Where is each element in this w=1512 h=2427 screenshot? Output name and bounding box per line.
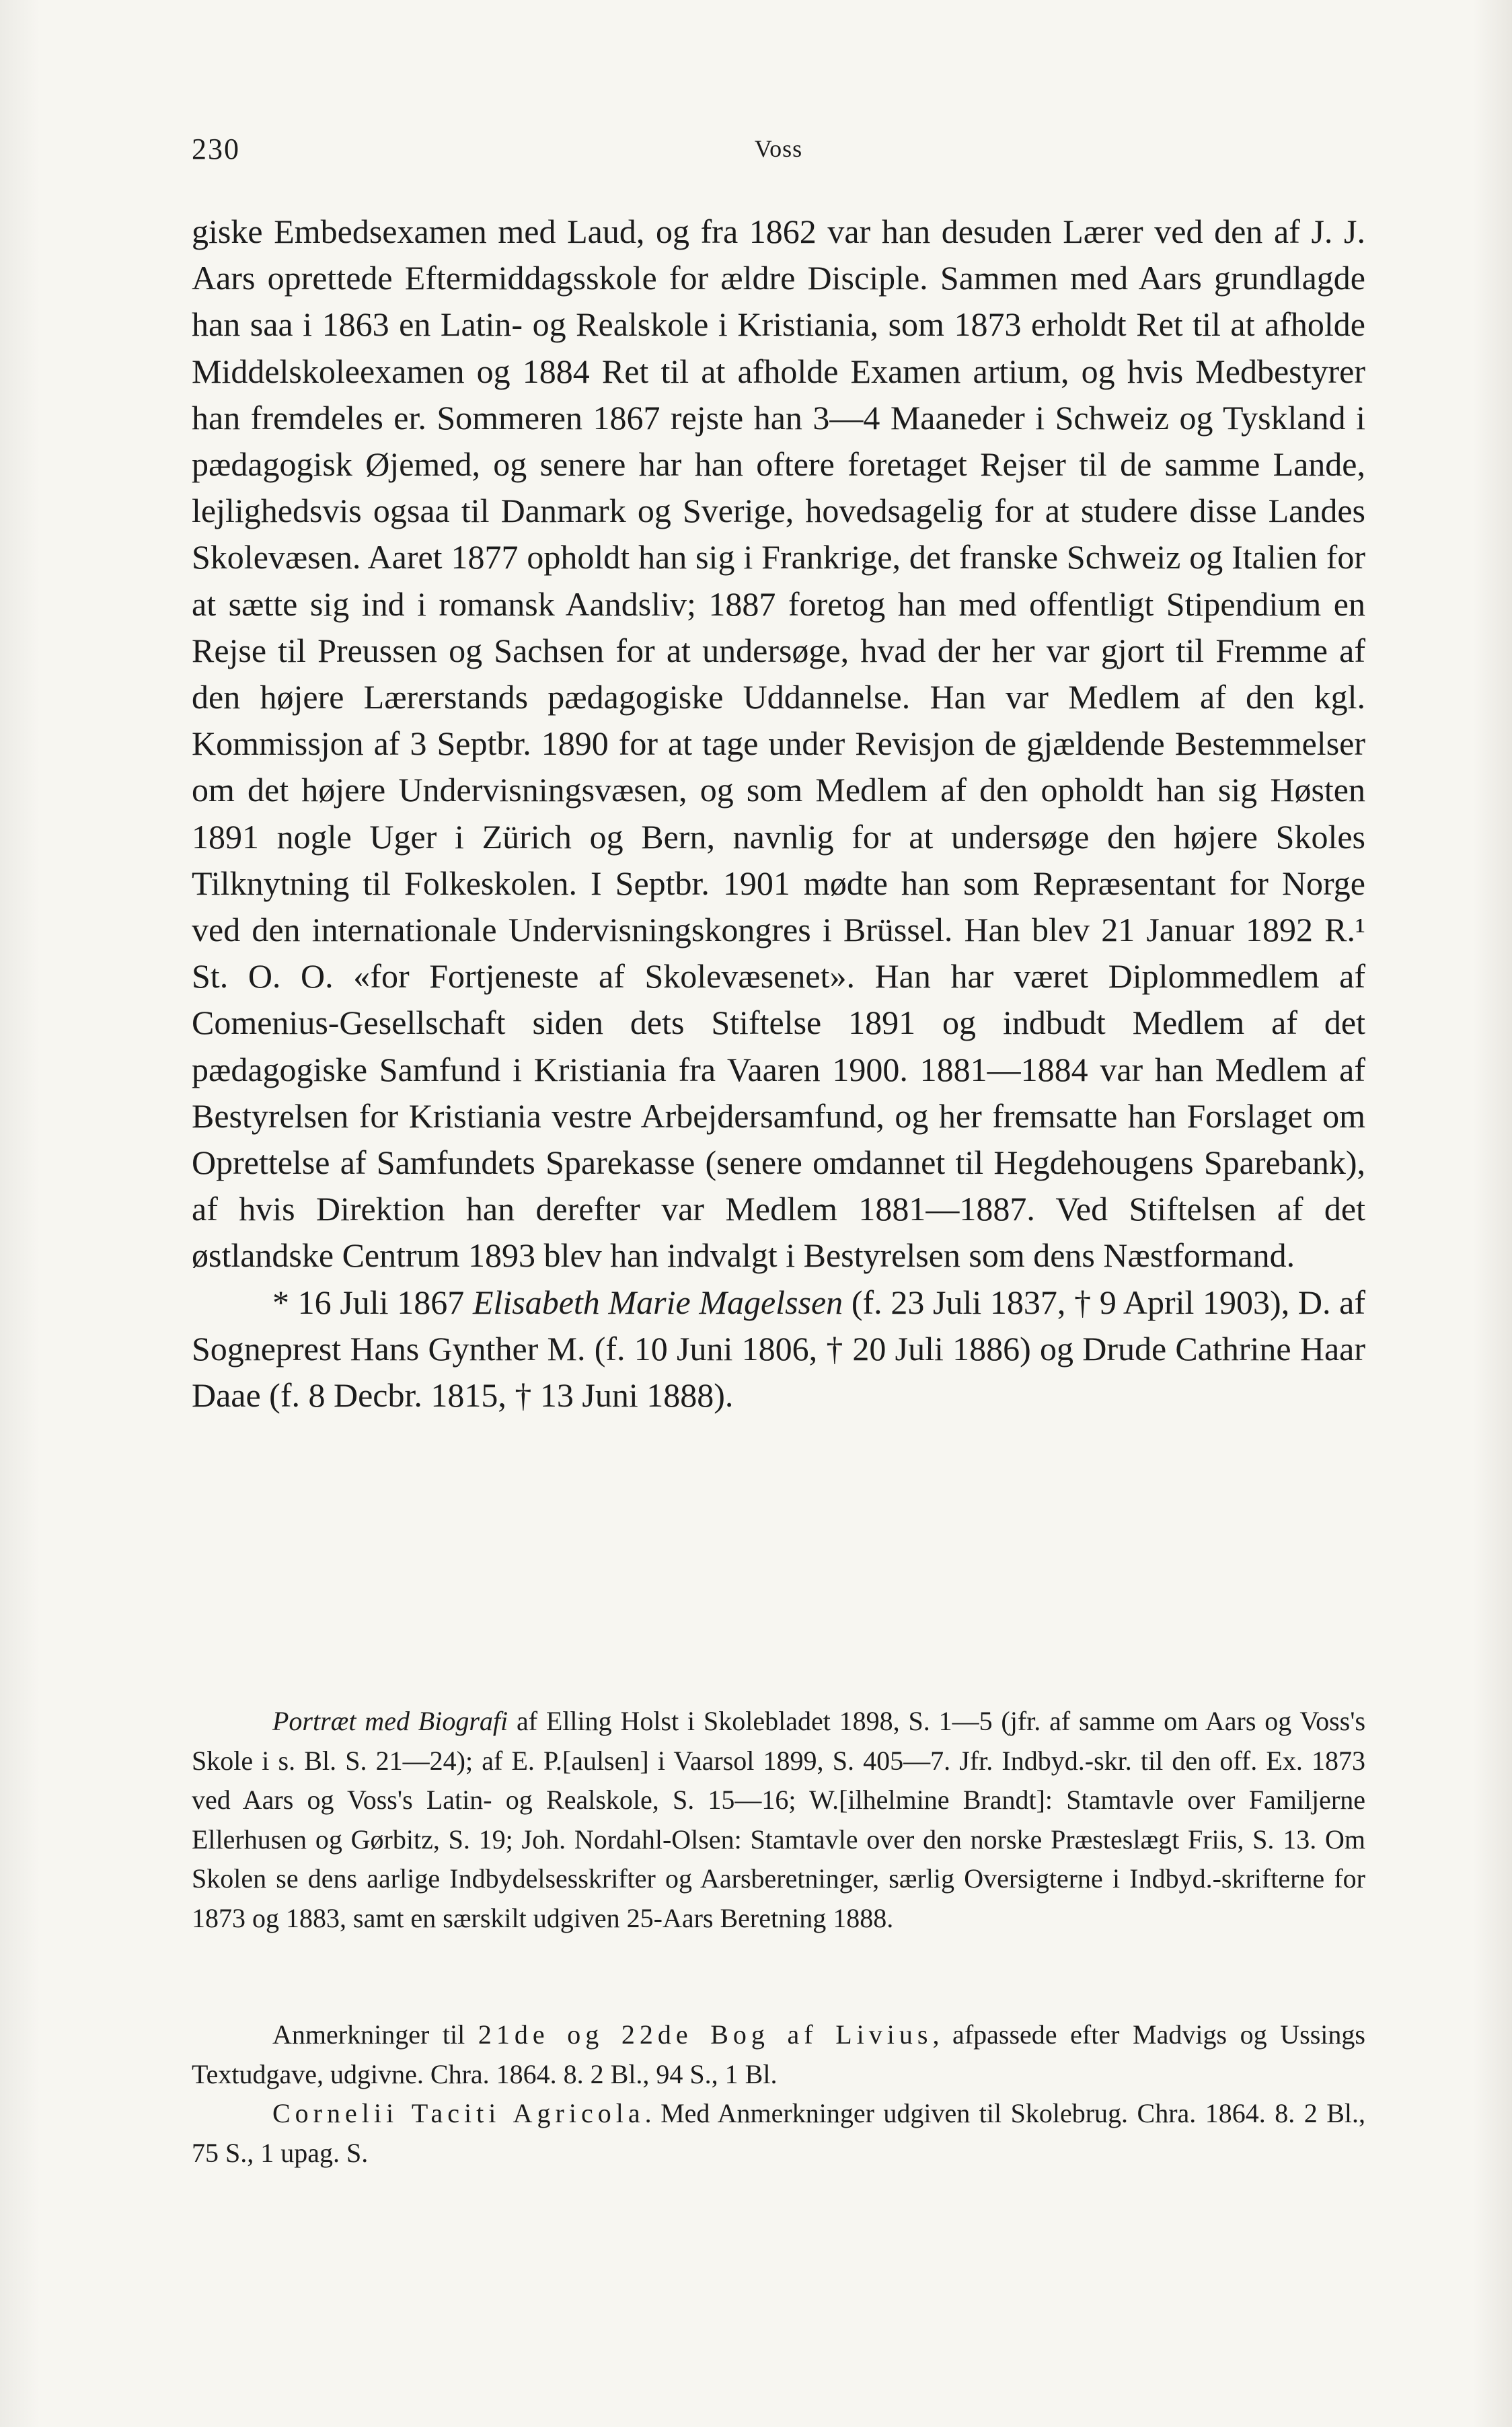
work-details: . Med Anmerkninger udgiven til Skolebrug. Chra. 1864. 8. 2 Bl., 75 S., 1 upag. S. bbox=[192, 2098, 1366, 2168]
work-title: 21de og 22de Bog af Livius bbox=[478, 2019, 933, 2050]
work-entry bbox=[192, 2094, 1365, 2173]
work-entry bbox=[192, 2015, 1365, 2094]
biography-text bbox=[192, 209, 1365, 1419]
running-title: Voss bbox=[754, 135, 803, 162]
references-label: Portræt med Biografi bbox=[272, 1706, 508, 1736]
spouse-name: Elisabeth Marie Magelssen bbox=[472, 1283, 843, 1321]
page-number: 230 bbox=[192, 133, 240, 165]
page-header bbox=[192, 132, 1365, 172]
references-text: af Elling Holst i Skolebladet 1898, S. 1—5 (jfr. af samme om Aars og Voss's Skole i s. Bl. S. 21—24); af E. P.[aulsen] i Vaarsol 1899, S. 405—7. Jfr. Indbyd.-skr. til den off. Ex. 1873 ved Aars og Voss's Latin- og Realskole, S. 15—16; W.[ilhelmine Brandt]: Stamtavle over Familjerne Ellerhusen og Gørbitz, S. 19; Joh. Nordahl-Olsen: Stamtavle over den norske Præsteslægt Friis, S. 13. Om Skolen se dens aarlige Indbydelsesskrifter og Aarsberetninger, særlig Oversigterne i Indbyd.-skrifterne for 1873 og 1883, samt en særskilt udgiven 25-Aars Beretning 1888. bbox=[192, 1706, 1366, 1933]
references-note bbox=[192, 1702, 1365, 1938]
work-prefix: Anmerkninger til bbox=[272, 2019, 478, 2050]
work-title: Cornelii Taciti Agricola bbox=[272, 2098, 645, 2128]
works-list bbox=[192, 2015, 1365, 2173]
marriage-paragraph bbox=[192, 1279, 1365, 1419]
marriage-details: (f. 23 Juli 1837, † 9 April 1903), D. af Sogneprest Hans Gynther M. (f. 10 Juni 1806, † 20 Juli 1886) og Drude Cathrine Haar Daae (f. 8 Decbr. 1815, † 13 Juni 1888). bbox=[192, 1283, 1365, 1415]
biography-paragraph: giske Embedsexamen med Laud, og fra 1862 var han desuden Lærer ved den af J. J. Aars oprettede Eftermiddagsskole for ældre Disciple. Sammen med Aars grundlagde han saa i 1863 en Latin- og Realskole i Kristiania, som 1873 erholdt Ret til at afholde Middelskoleexamen og 1884 Ret til at afholde Examen artium, og hvis Medbestyrer han fremdeles er. Sommeren 1867 rejste han 3—4 Maaneder i Schweiz og Tyskland i pædagogisk Øjemed, og senere har han oftere foretaget Rejser til de samme Lande, lejlighedsvis ogsaa til Danmark og Sverige, hovedsagelig for at studere disse Landes Skolevæsen. Aaret 1877 opholdt han sig i Frankrige, det franske Schweiz og Italien for at sætte sig ind i romansk Aandsliv; 1887 foretog han med offentligt Stipendium en Rejse til Preussen og Sachsen for at undersøge, hvad der her var gjort til Fremme af den højere Lærerstands pædagogiske Uddannelse. Han var Medlem af den kgl. Kommissjon af 3 Septbr. 1890 for at tage under Revisjon de gjældende Bestemmelser om det højere Undervisningsvæsen, og som Medlem af den opholdt han sig Høsten 1891 nogle Uger i Zürich og Bern, navnlig for at undersøge den højere Skoles Tilknytning til Folkeskolen. I Septbr. 1901 mødte han som Repræsentant for Norge ved den internationale Undervisningskongres i Brüssel. Han blev 21 Januar 1892 R.¹ St. O. O. «for Fortjeneste af Skolevæsenet». Han har været Diplommedlem af Comenius-Gesellschaft siden dets Stiftelse 1891 og indbudt Medlem af det pædagogiske Samfund i Kristiania fra Vaaren 1900. 1881—1884 var han Medlem af Bestyrelsen for Kristiania vestre Arbejdersamfund, og her fremsatte han Forslaget om Oprettelse af Samfundets Sparekasse (senere omdannet til Hegdehougens Sparebank), af hvis Direktion han derefter var Medlem 1881—1887. Ved Stiftelsen af det østlandske Centrum 1893 blev han indvalgt i Bestyrelsen som dens Næstformand. bbox=[192, 213, 1365, 1275]
references-paragraph bbox=[192, 1702, 1365, 1938]
marriage-prefix: * 16 Juli 1867 bbox=[272, 1283, 473, 1321]
work-details: , afpassede efter Madvigs og Ussings Textudgave, udgivne. Chra. 1864. 8. 2 Bl., 94 S., 1 Bl. bbox=[192, 2019, 1365, 2089]
